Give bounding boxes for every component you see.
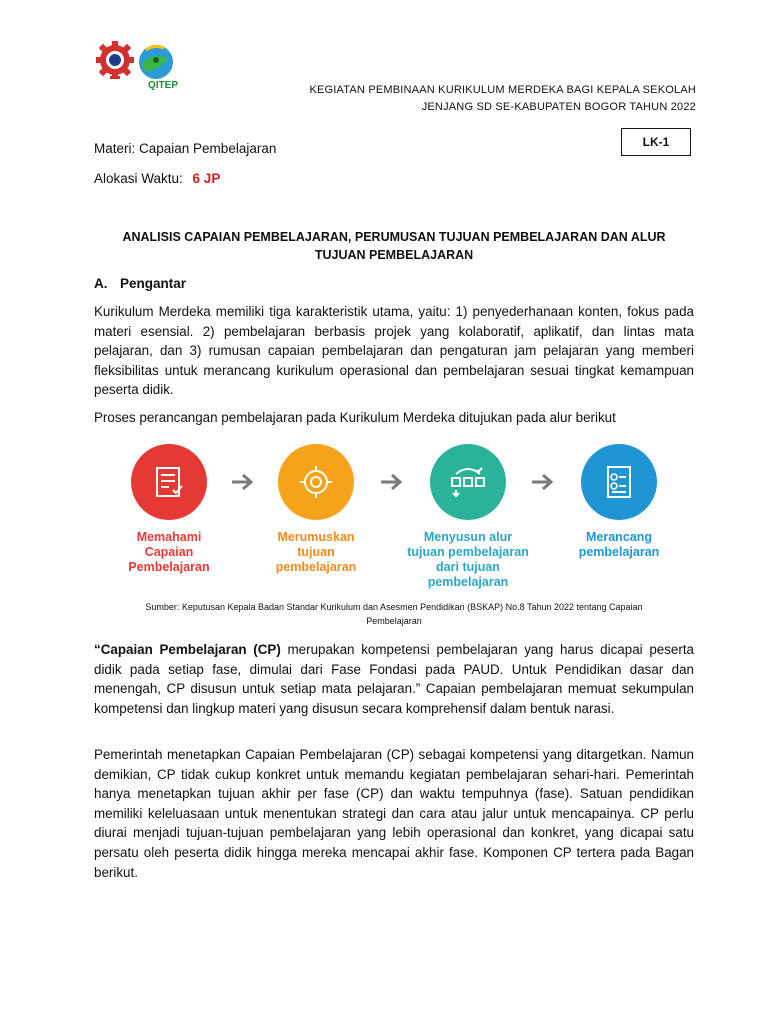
document-title [94, 228, 694, 264]
paragraph-process: Proses perancangan pembelajaran pada Kurikulum Merdeka ditujukan pada alur berikut [94, 410, 616, 425]
flow-step-3-line-4: pembelajaran [427, 575, 509, 589]
flow-step-3-label [393, 530, 543, 590]
flow-step-4 [544, 444, 694, 560]
flow-step-2-line-1: Merumuskan [277, 530, 355, 544]
section-a-label: Pengantar [120, 276, 187, 291]
flow-step-1-line-3: Pembelajaran [128, 560, 210, 574]
lesson-plan-icon [599, 462, 639, 502]
paragraph-intro: Kurikulum Merdeka memiliki tiga karakteristik utama, yaitu: 1) penyederhanaan konten, fokus pada materi esensial. 2) pembelajaran berbasis projek yang kolaboratif, aplikatif, dan lintas mata pelajaran, dan 3) rumusan capaian pembelajaran dan pengaturan jam pelajaran yang memberi fleksibilitas untuk merancang kurikulum operasional dan pembelajaran sesuai tingkat kemampuan peserta didik. [94, 304, 694, 398]
cp-definition-body: merupakan kompetensi pembelajaran yang harus dicapai peserta didik pada setiap fase, dimulai dari Fase Fondasi pada PAUD. Untuk Pendidikan dasar dan menengah, CP disusun untuk setiap mata pelajaran.” Capaian pembelajaran memuat sekumpulan kompetensi dan lingkup materi yang disusun secara komprehensif dalam bentuk narasi. [94, 642, 694, 716]
flow-step-2-line-2: tujuan [297, 545, 335, 559]
image-source-caption [94, 600, 694, 628]
flow-step-2-circle [278, 444, 354, 520]
flow-step-2 [241, 444, 391, 575]
flow-step-1-label [94, 530, 244, 575]
flow-step-2-line-3: pembelajaran [275, 560, 357, 574]
title-line-2: TUJUAN PEMBELAJARAN [314, 248, 474, 262]
flow-step-1-line-2: Capaian [144, 545, 194, 559]
globe-logo-icon [139, 45, 173, 79]
flow-step-2-label [241, 530, 391, 575]
flow-step-1-circle [131, 444, 207, 520]
alokasi-label: Alokasi Waktu: [94, 171, 183, 186]
qitep-logo-text: QITEP [147, 80, 178, 91]
flow-step-3-line-1: Menyusun alur [423, 530, 513, 544]
flow-step-4-circle [581, 444, 657, 520]
flow-step-3-circle [430, 444, 506, 520]
flow-step-1 [94, 444, 244, 575]
header-line-1: KEGIATAN PEMBINAAN KURIKULUM MERDEKA BAGI KEPALA SEKOLAH [309, 84, 696, 96]
target-icon [296, 462, 336, 502]
flow-boxes-icon [446, 462, 490, 502]
flow-step-4-label [544, 530, 694, 560]
section-a-heading [94, 276, 186, 291]
flow-step-3-line-2: tujuan pembelajaran [407, 545, 529, 559]
materi-line: Materi: Capaian Pembelajaran [94, 141, 277, 156]
flow-step-4-line-2: pembelajaran [578, 545, 660, 559]
header-line-2: JENJANG SD SE-KABUPATEN BOGOR TAHUN 2022 [421, 101, 696, 113]
document-checklist-icon [149, 462, 189, 502]
source-line-2: Pembelajaran [366, 616, 422, 626]
flow-step-4-line-1: Merancang [586, 530, 652, 544]
gear-logo-icon [96, 41, 134, 79]
paragraph-cp-definition [94, 640, 694, 718]
title-line-1: ANALISIS CAPAIAN PEMBELAJARAN, PERUMUSAN TUJUAN PEMBELAJARAN DAN ALUR [122, 230, 666, 244]
cp-definition-term: “Capaian Pembelajaran (CP) [94, 642, 281, 657]
header-event-title [236, 82, 696, 116]
flow-step-3 [393, 444, 543, 590]
alokasi-value: 6 JP [192, 171, 221, 186]
flow-step-1-line-1: Memahami [136, 530, 202, 544]
alokasi-line [94, 171, 220, 186]
process-flow-diagram [94, 444, 694, 594]
header-logos [96, 40, 186, 98]
source-line-1: Sumber: Keputusan Kepala Badan Standar Kurikulum dan Asesmen Pendidikan (BSKAP) No.8 Tahun 2022 tentang Capaian [145, 602, 643, 612]
section-a-number: A. [94, 276, 108, 291]
paragraph-government-cp: Pemerintah menetapkan Capaian Pembelajaran (CP) sebagai kompetensi yang ditargetkan. Namun demikian, CP tidak cukup konkret untuk memandu kegiatan pembelajaran sehari-hari. Pemerintah hanya menetapkan tujuan akhir per fase (CP) dan waktu tempuhnya (fase). Satuan pendidikan memiliki keleluasaan untuk menentukan strategi dan cara atau jalur untuk mencapainya. CP perlu diurai menjadi tujuan-tujuan pembelajaran yang lebih operasional dan konkret, yang dicapai satu persatu oleh peserta didik hingga mereka mencapai akhir fase. Komponen CP tertera pada Bagan berikut. [94, 747, 694, 880]
flow-step-3-line-3: dari tujuan [436, 560, 500, 574]
lk-label-box: LK-1 [621, 128, 691, 156]
